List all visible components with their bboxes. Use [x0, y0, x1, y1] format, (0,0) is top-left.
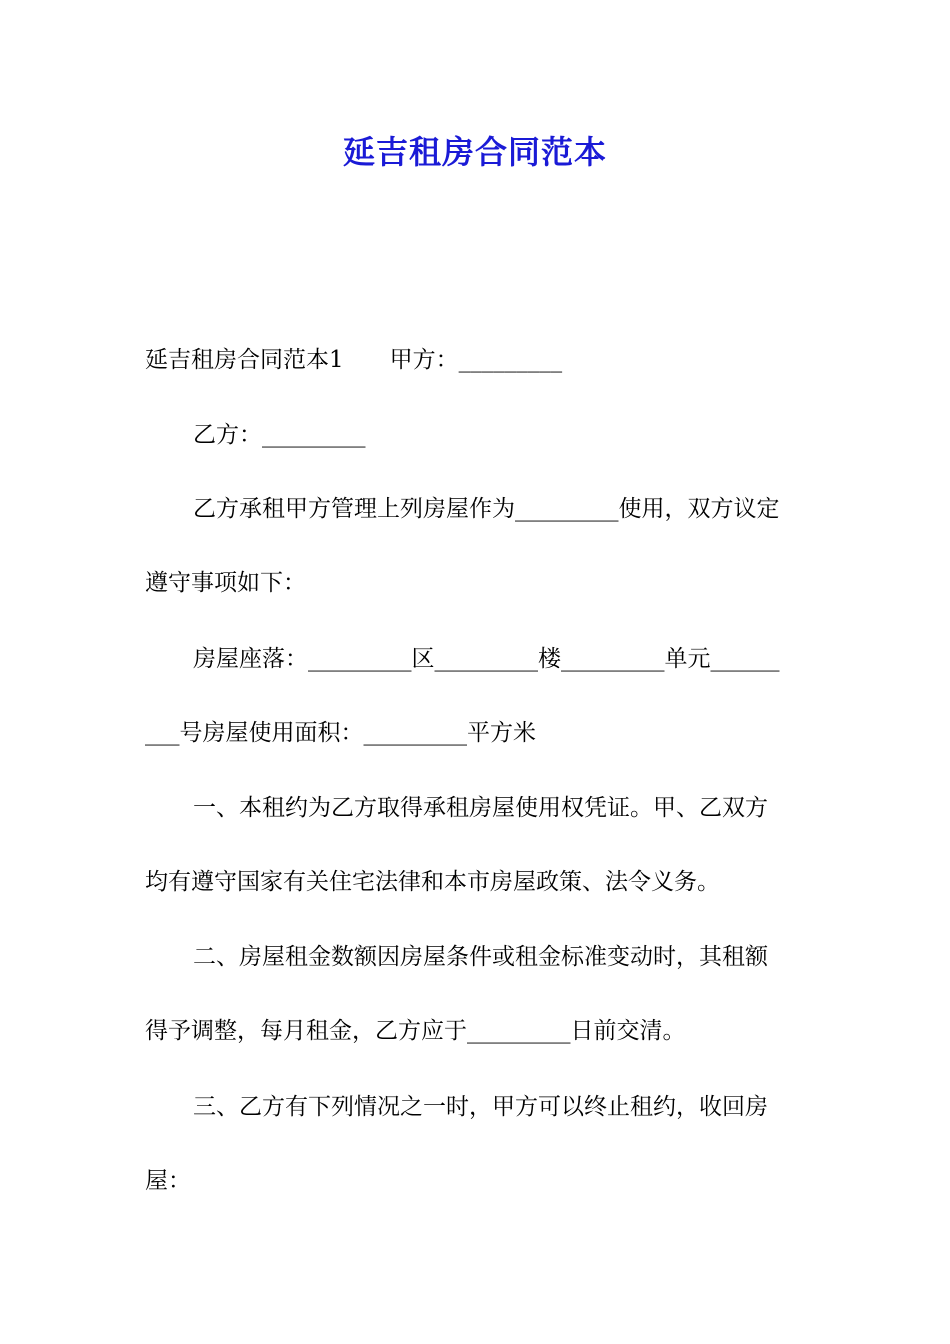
document-title: 延吉租房合同范本: [342, 133, 607, 171]
body-line-12: 屋：: [145, 1168, 191, 1194]
body-line-3: 乙方承租甲方管理上列房屋作为_________使用，双方议定: [193, 496, 780, 522]
body-line-1: 延吉租房合同范本1 甲方：_________: [145, 347, 563, 373]
body-line-6: ___号房屋使用面积：_________平方米: [145, 720, 536, 746]
body-line-2: 乙方：_________: [193, 422, 366, 448]
body-line-11: 三、乙方有下列情况之一时，甲方可以终止租约，收回房: [193, 1094, 768, 1120]
body-line-10: 得予调整，每月租金，乙方应于_________日前交清。: [145, 1018, 686, 1044]
body-line-4: 遵守事项如下：: [145, 570, 306, 596]
body-line-9: 二、房屋租金数额因房屋条件或租金标准变动时，其租额: [193, 944, 768, 970]
body-line-8: 均有遵守国家有关住宅法律和本市房屋政策、法令义务。: [145, 869, 720, 895]
body-line-5: 房屋座落：_________区_________楼_________单元______: [193, 646, 780, 672]
body-line-7: 一、本租约为乙方取得承租房屋使用权凭证。甲、乙双方: [193, 795, 768, 821]
